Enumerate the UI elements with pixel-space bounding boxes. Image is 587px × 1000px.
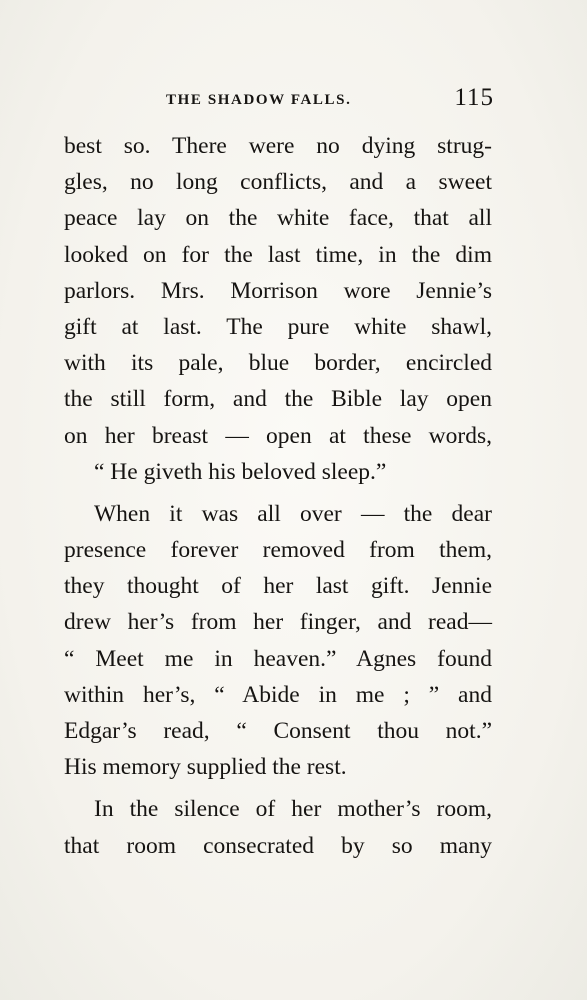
text-line: on her breast — open at these words, (64, 422, 492, 449)
text-line: with its pale, blue border, encircled (64, 350, 492, 377)
body-text (64, 128, 492, 864)
text-line: drew her’s from her finger, and read— (64, 609, 492, 636)
paragraph-2 (64, 496, 492, 786)
text-line: His memory supplied the rest. (64, 754, 347, 781)
running-head (62, 84, 494, 120)
text-line: gles, no long conflicts, and a sweet (64, 169, 492, 196)
text-line: they thought of her last gift. Jennie (64, 573, 492, 600)
text-line: the still form, and the Bible lay open (64, 386, 492, 413)
text-line: parlors. Mrs. Morrison wore Jennie’s (64, 277, 492, 304)
text-line: In the silence of her mother’s room, (94, 796, 492, 823)
text-line: Edgar’s read, “ Consent thou not.” (64, 718, 492, 744)
text-line: When it was all over — the dear (94, 500, 492, 527)
text-line: within her’s, “ Abide in me ; ” and (64, 681, 492, 708)
text-line: looked on for the last time, in the dim (64, 241, 492, 268)
text-line: gift at last. The pure white shawl, (64, 313, 492, 340)
text-line: best so. There were no dying strug- (64, 133, 492, 159)
page-number: 115 (454, 84, 494, 111)
text-line: “ He giveth his beloved sleep.” (94, 458, 387, 485)
text-line: “ Meet me in heaven.” Agnes found (64, 645, 492, 672)
paragraph-1 (64, 128, 492, 490)
text-line: presence forever removed from them, (64, 537, 492, 564)
paragraph-3 (64, 791, 492, 863)
text-line: peace lay on the white face, that all (64, 205, 492, 232)
text-line: that room consecrated by so many (64, 832, 492, 859)
running-title: THE SHADOW FALLS. (166, 92, 352, 108)
